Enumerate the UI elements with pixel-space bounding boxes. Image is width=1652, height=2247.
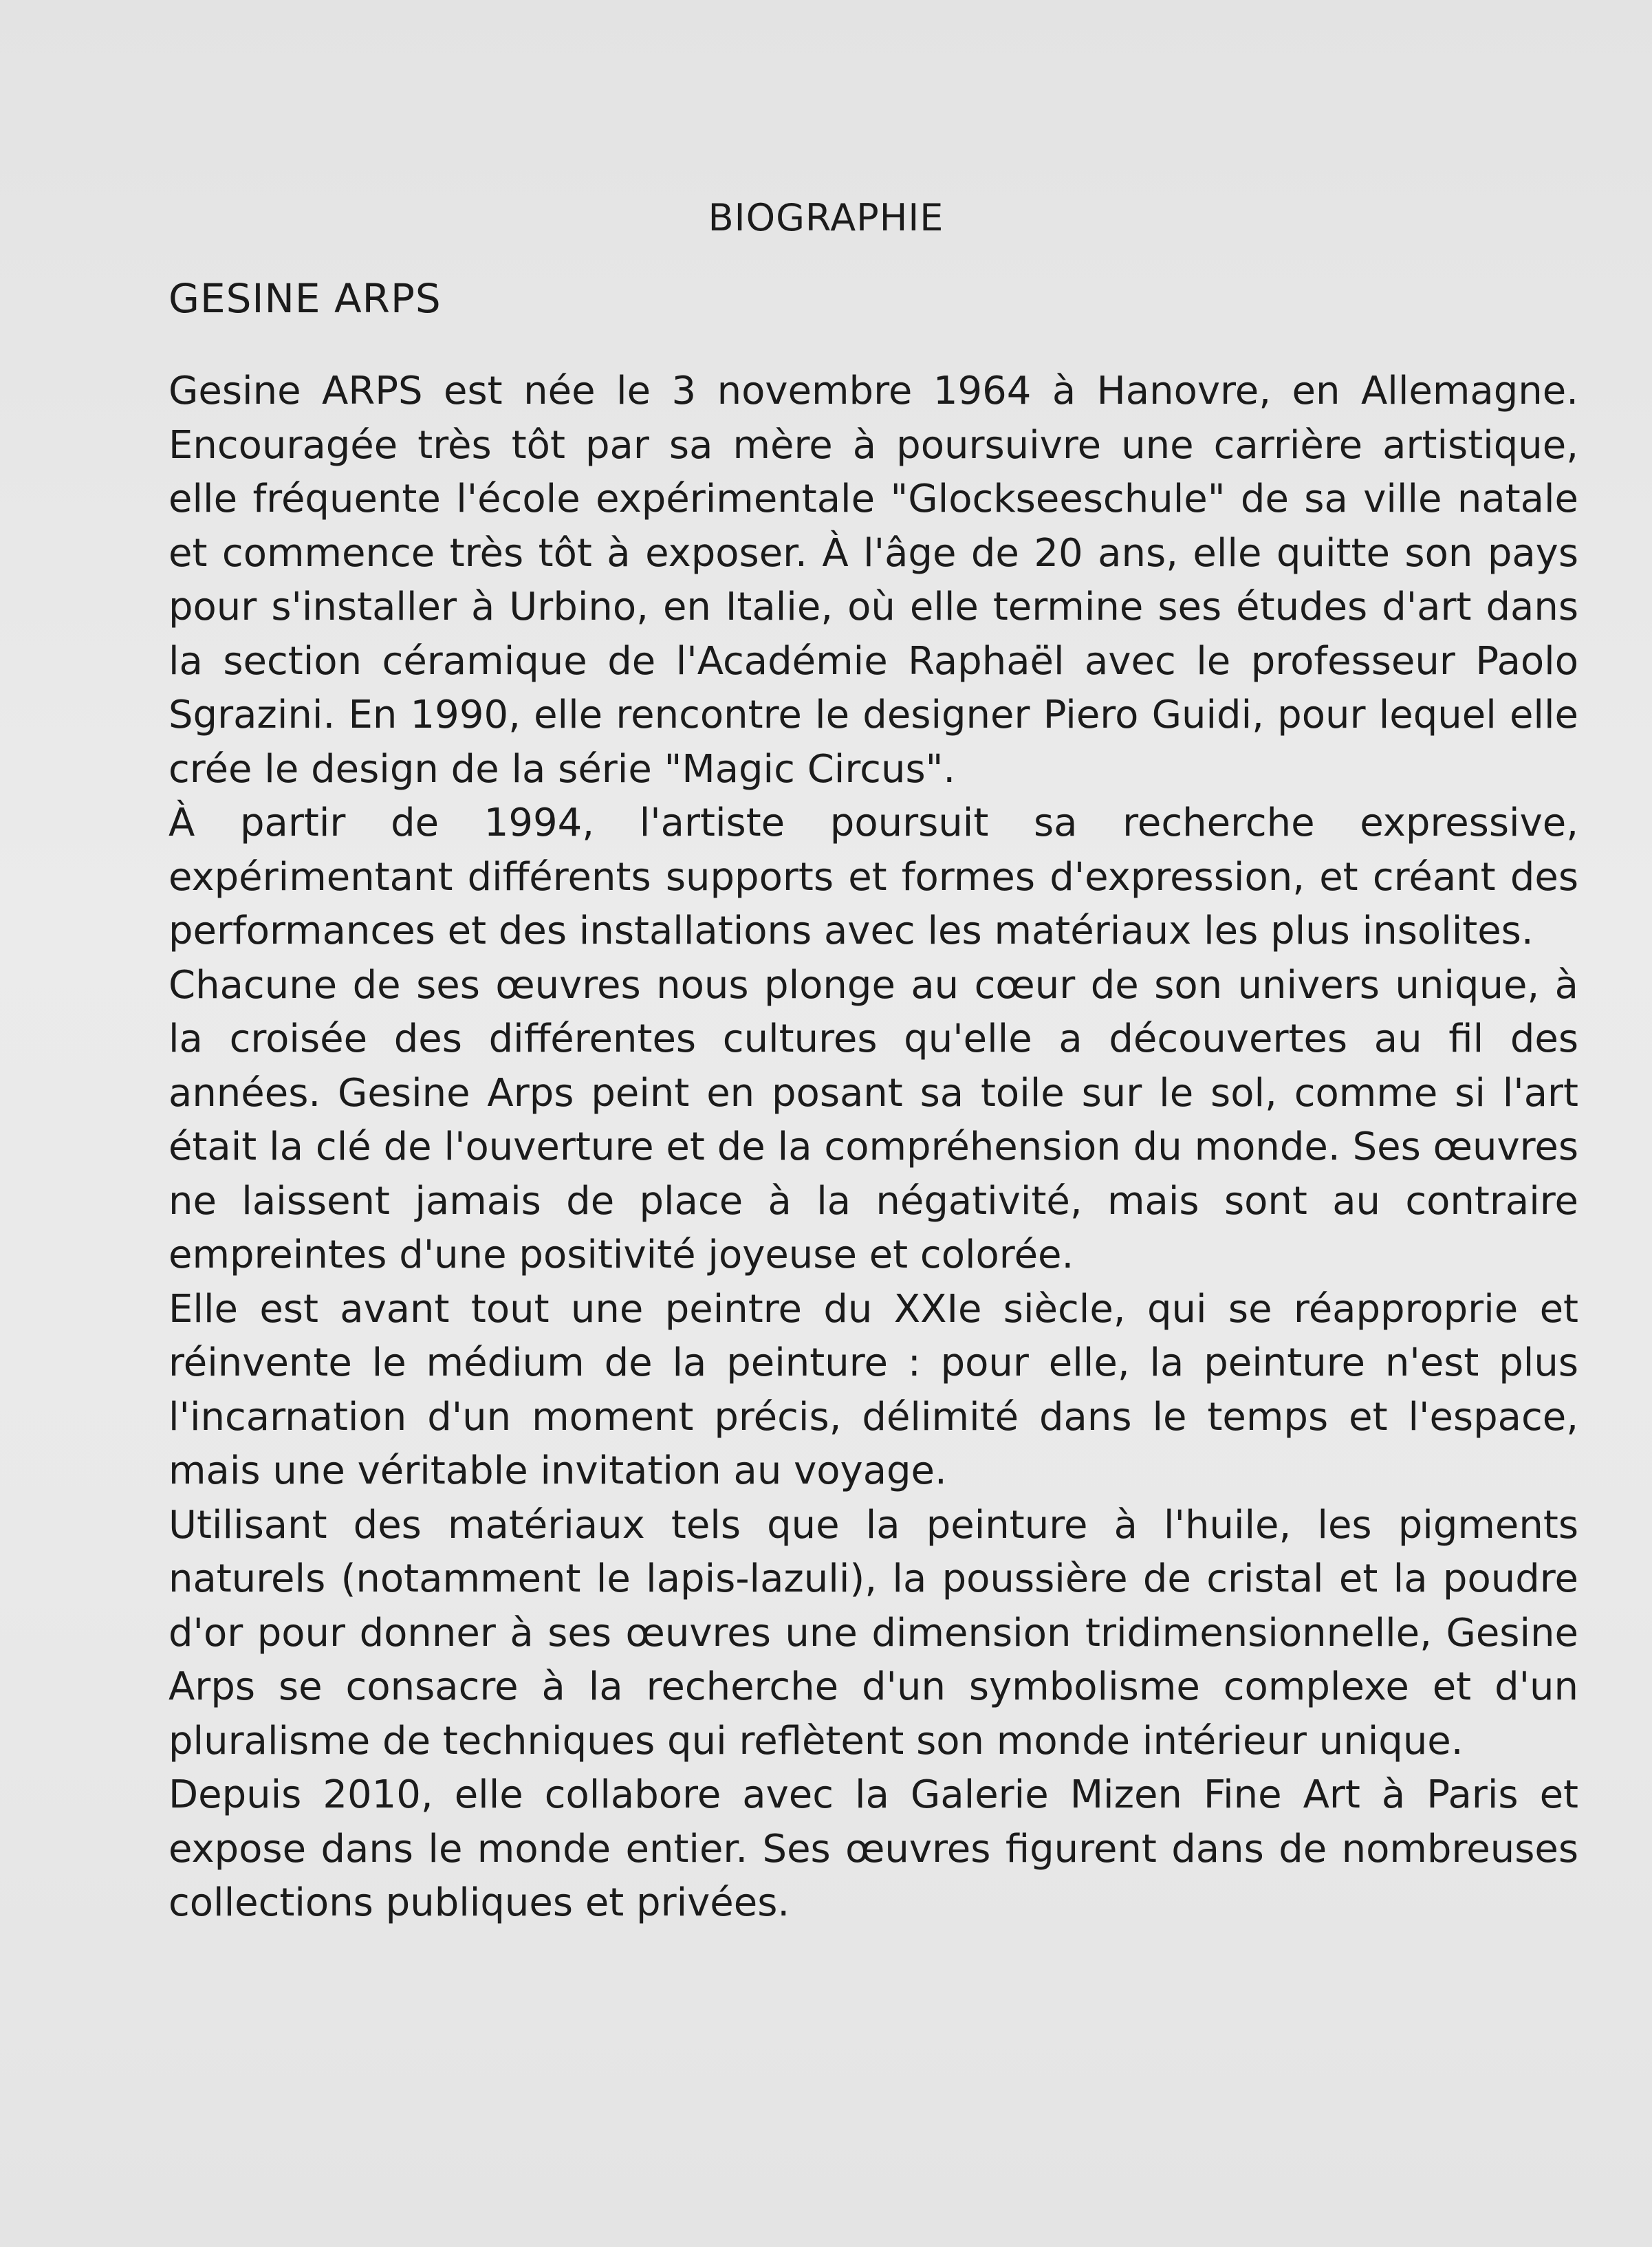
paragraph-1994: À partir de 1994, l'artiste poursuit sa recherche expressive, expérimentant différents supports et formes d'expression, et créant des performances et des installations avec les matériaux les plus insolites. [169,801,1578,953]
biography-body [169,365,1578,1931]
document-title: BIOGRAPHIE [708,196,944,239]
paragraph-painter: Elle est avant tout une peintre du XXIe siècle, qui se réapproprie et réinvente le médium de la peinture : pour elle, la peinture n'est plus l'incarnation d'un moment précis, délimité dans le temps et l'espace, mais une véritable invitation au voyage. [169,1286,1578,1493]
paragraph-materials: Utilisant des matériaux tels que la peinture à l'huile, les pigments naturels (notamment le lapis-lazuli), la poussière de cristal et la poudre d'or pour donner à ses œuvres une dimension tridimensionnelle, Gesine Arps se consacre à la recherche d'un symbolisme complexe et d'un pluralisme de techniques qui reflètent son monde intérieur unique. [169,1502,1578,1763]
paragraph-works: Chacune de ses œuvres nous plonge au cœur de son univers unique, à la croisée des différentes cultures qu'elle a découvertes au fil des années. Gesine Arps peint en posant sa toile sur le sol, comme si l'art était la clé de l'ouverture et de la compréhension du monde. Ses œuvres ne laissent jamais de place à la négativité, mais sont au contraire empreintes d'une positivité joyeuse et colorée. [169,962,1578,1277]
paragraph-early-life: Gesine ARPS est née le 3 novembre 1964 à Hanovre, en Allemagne. Encouragée très tôt par sa mère à poursuivre une carrière artistique, elle fréquente l'école expérimentale "Glockseeschule" de sa ville natale et commence très tôt à exposer. À l'âge de 20 ans, elle quitte son pays pour s'installer à Urbino, en Italie, où elle termine ses études d'art dans la section céramique de l'Académie Raphaël avec le professeur Paolo Sgrazini. En 1990, elle rencontre le designer Piero Guidi, pour lequel elle crée le design de la série "Magic Circus". [169,369,1578,792]
artist-name-heading: GESINE ARPS [169,275,442,322]
paragraph-gallery: Depuis 2010, elle collabore avec la Galerie Mizen Fine Art à Paris et expose dans le monde entier. Ses œuvres figurent dans de nombreuses collections publiques et privées. [169,1772,1578,1925]
